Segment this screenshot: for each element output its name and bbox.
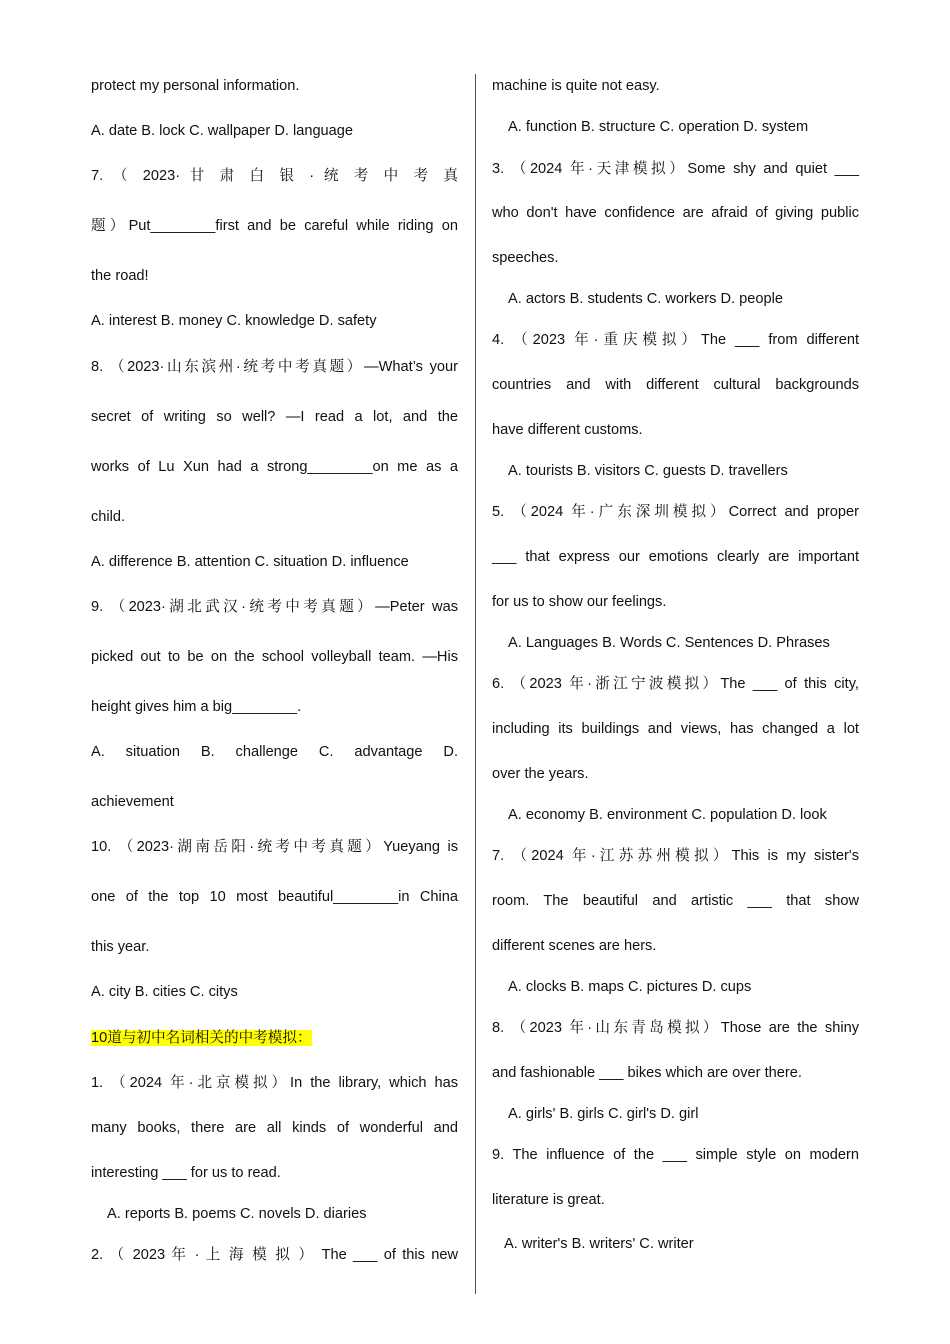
left-text-line: A. reports B. poems C. novels D. diaries: [107, 1206, 367, 1222]
left-text-line: 1. （2024 年·北京模拟）In the library, which has: [91, 1075, 458, 1091]
left-text-line: one of the top 10 most beautiful________in China: [91, 889, 458, 905]
right-text-line: different scenes are hers.: [492, 938, 657, 954]
right-text-line: 6. （2023 年·浙江宁波模拟）The ___ of this city,: [492, 676, 859, 692]
left-text-line: 2. （ 2023 年 · 上 海 模 拟 ） The ___ of this new: [91, 1247, 458, 1263]
left-text-line: A. date B. lock C. wallpaper D. language: [91, 123, 354, 139]
right-text-line: 8. （2023 年·山东青岛模拟）Those are the shiny: [492, 1020, 859, 1036]
right-text-line: 9. The influence of the ___ simple style on modern: [492, 1147, 859, 1163]
left-text-line: protect my personal information.: [91, 78, 300, 94]
left-text-line: 9. （2023·湖北武汉·统考中考真题）—Peter was: [91, 599, 458, 615]
right-text-line: A. function B. structure C. operation D. system: [508, 119, 809, 135]
right-text-line: 7. （2024 年·江苏苏州模拟）This is my sister's: [492, 848, 859, 864]
left-text-line: interesting ___ for us to read.: [91, 1165, 281, 1181]
left-text-line: A. interest B. money C. knowledge D. safety: [91, 313, 377, 329]
left-text-line: A. city B. cities C. citys: [91, 984, 238, 1000]
left-text-line: works of Lu Xun had a strong________on me as a: [91, 459, 458, 475]
right-text-line: have different customs.: [492, 422, 643, 438]
left-text-line: 7. （ 2023· 甘 肃 白 银 · 统 考 中 考 真: [91, 168, 458, 184]
left-text-line: A. difference B. attention C. situation D. influence: [91, 554, 409, 570]
right-text-line: 4. （2023 年·重庆模拟）The ___ from different: [492, 332, 859, 348]
right-text-line: A. writer's B. writers' C. writer: [504, 1236, 694, 1252]
right-text-line: 3. （2024 年·天津模拟）Some shy and quiet ___: [492, 161, 859, 177]
right-text-line: A. tourists B. visitors C. guests D. travellers: [508, 463, 788, 479]
right-text-line: literature is great.: [492, 1192, 605, 1208]
right-text-line: A. girls' B. girls C. girl's D. girl: [508, 1106, 699, 1122]
right-text-line: including its buildings and views, has changed a lot: [492, 721, 859, 737]
left-text-line: secret of writing so well? —I read a lot, and the: [91, 409, 458, 425]
left-text-line: 10. （2023·湖南岳阳·统考中考真题）Yueyang is: [91, 839, 458, 855]
left-text-line: A. situation B. challenge C. advantage D.: [91, 744, 458, 760]
right-text-line: speeches.: [492, 250, 559, 266]
left-text-line: height gives him a big________.: [91, 699, 302, 715]
right-text-line: A. economy B. environment C. population D. look: [508, 807, 827, 823]
left-text-line: child.: [91, 509, 126, 525]
right-text-line: machine is quite not easy.: [492, 78, 660, 94]
left-text-line: many books, there are all kinds of wonderful and: [91, 1120, 458, 1136]
right-text-line: room. The beautiful and artistic ___ that show: [492, 893, 859, 909]
left-text-line: 8. （2023·山东滨州·统考中考真题）—What’s your: [91, 359, 458, 375]
right-text-line: for us to show our feelings.: [492, 594, 667, 610]
right-text-line: and fashionable ___ bikes which are over there.: [492, 1065, 802, 1081]
left-text-line: the road!: [91, 268, 149, 284]
left-text-line: 题）Put________first and be careful while riding on: [91, 218, 458, 234]
right-text-line: A. clocks B. maps C. pictures D. cups: [508, 979, 752, 995]
left-text-line: this year.: [91, 939, 150, 955]
column-divider: [475, 74, 476, 1294]
highlighted-heading: 10道与初中名词相关的中考模拟：: [91, 1030, 312, 1046]
right-text-line: A. Languages B. Words C. Sentences D. Phrases: [508, 635, 830, 651]
left-text-line: picked out to be on the school volleyball team. —His: [91, 649, 458, 665]
right-text-line: 5. （2024 年·广东深圳模拟）Correct and proper: [492, 504, 859, 520]
right-text-line: countries and with different cultural backgrounds: [492, 377, 859, 393]
left-text-line: achievement: [91, 794, 174, 810]
right-text-line: A. actors B. students C. workers D. people: [508, 291, 783, 307]
right-text-line: who don't have confidence are afraid of giving public: [492, 205, 859, 221]
right-text-line: ___ that express our emotions clearly are important: [492, 549, 859, 565]
right-text-line: over the years.: [492, 766, 589, 782]
left-text-line: [91, 1027, 458, 1049]
